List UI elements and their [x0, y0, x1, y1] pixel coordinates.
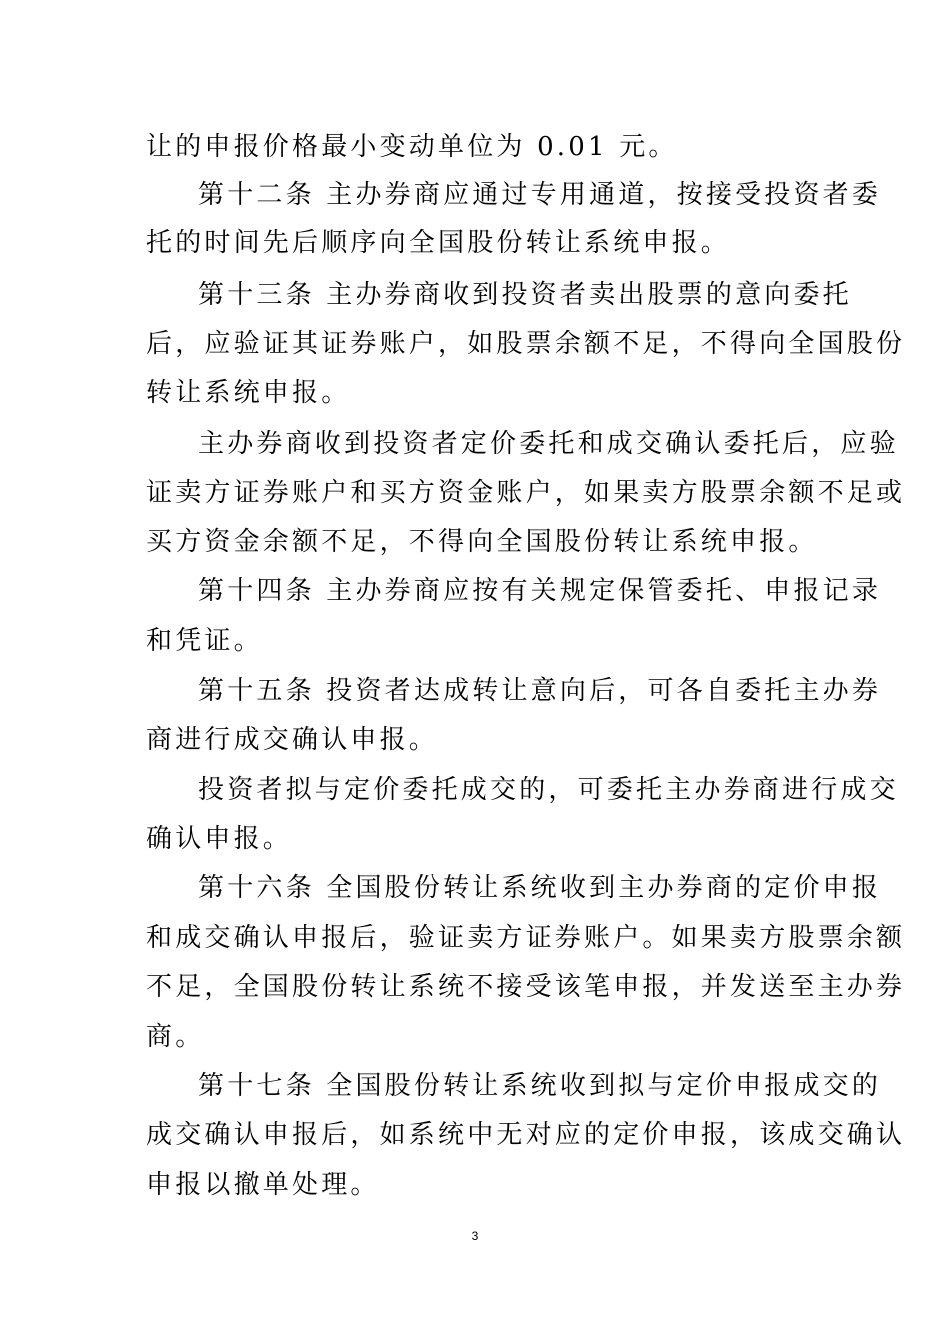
article-16-line-3: 不足，全国股份转让系统不接受该笔申报，并发送至主办券 [146, 972, 906, 1002]
article-17-line-1: 第十七条 全国股份转让系统收到拟与定价申报成交的 [198, 1071, 882, 1101]
article-16-line-2: 和成交确认申报后，验证卖方证券账户。如果卖方股票余额 [146, 923, 906, 953]
article-17-line-2: 成交确认申报后，如系统中无对应的定价申报，该成交确认 [146, 1120, 906, 1150]
article-15-line-2: 商进行成交确认申报。 [146, 725, 439, 755]
article-16-line-4: 商。 [146, 1022, 205, 1052]
article-17-line-3: 申报以撤单处理。 [146, 1170, 380, 1200]
article-13-line-2: 后，应验证其证券账户，如股票余额不足，不得向全国股份 [146, 329, 906, 359]
paragraph-line-5: 确认申报。 [146, 824, 293, 854]
article-14-line-2: 和凭证。 [146, 626, 263, 656]
paragraph-line-3: 买方资金余额不足，不得向全国股份转让系统申报。 [146, 527, 818, 557]
article-15-line-1: 第十五条 投资者达成转让意向后，可各自委托主办券 [198, 676, 882, 706]
article-13-line-1: 第十三条 主办券商收到投资者卖出股票的意向委托 [198, 280, 852, 310]
article-12-line-2: 托的时间先后顺序向全国股份转让系统申报。 [146, 228, 731, 258]
article-16-line-1: 第十六条 全国股份转让系统收到主办券商的定价申报 [198, 873, 882, 903]
paragraph-line-4: 投资者拟与定价委托成交的，可委托主办券商进行成交 [198, 775, 899, 805]
text-line-1: 让的申报价格最小变动单位为 0.01 元。 [146, 132, 678, 162]
article-12-line-1: 第十二条 主办券商应通过专用通道，按接受投资者委 [198, 180, 882, 210]
paragraph-line-2: 证卖方证券账户和买方资金账户，如果卖方股票余额不足或 [146, 478, 906, 508]
page-number: 3 [471, 1229, 479, 1243]
article-14-line-1: 第十四条 主办券商应按有关规定保管委托、申报记录 [198, 576, 882, 606]
article-13-line-3: 转让系统申报。 [146, 378, 351, 408]
paragraph-line-1: 主办券商收到投资者定价委托和成交确认委托后，应验 [198, 429, 899, 459]
